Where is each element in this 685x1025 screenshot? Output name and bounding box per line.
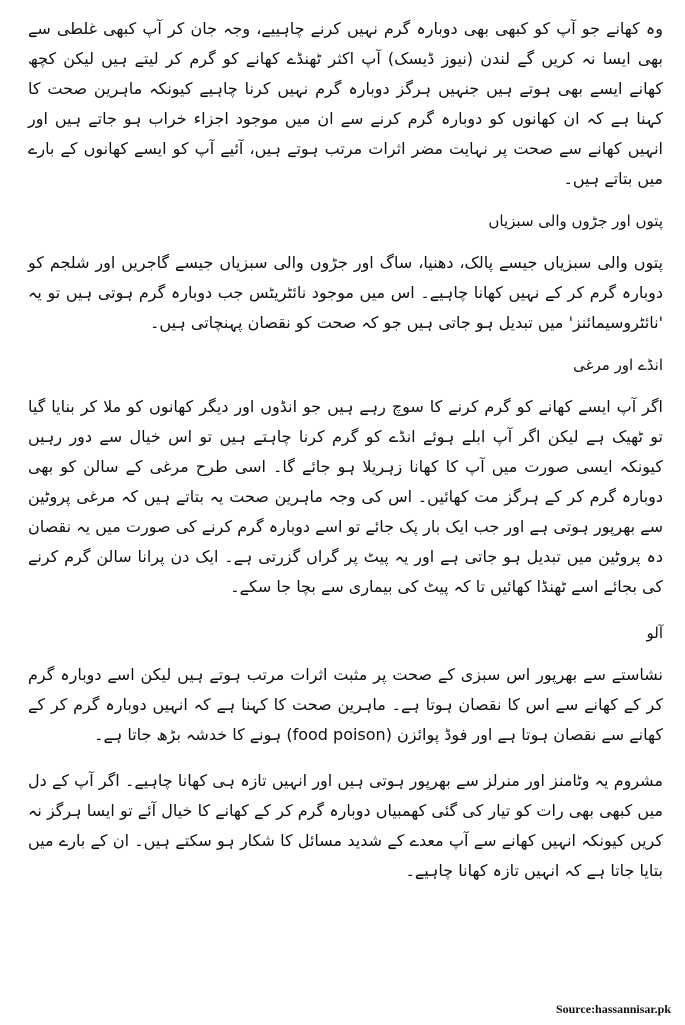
section-heading-eggs-chicken: انڈے اور مرغی <box>573 356 663 374</box>
intro-paragraph: وہ کھانے جو آپ کو کبھی بھی دوبارہ گرم نہیں کرنے چاہییے، وجہ جان کر آپ کبھی غلطی سے بھی ایسا نہ کریں گے لندن (نیوز ڈیسک) آپ اکثر ٹھنڈے کھانے کو گرم کر لیتے ہیں لیکن کچھ کھانے ایسے بھی ہوتے ہیں جنہیں ہرگز دوبارہ گرم نہیں کرنا چاہیے کیونکہ ماہرین صحت کا کہنا ہے کہ ان کھانوں کو دوبارہ گرم کرنے سے ان میں موجود اجزاء خراب ہو جاتے ہیں اور انہیں کھانے سے صحت پر نہایت مضر اثرات مرتب ہوتے ہیں، آئیے آپ کو ایسے کھانوں کے بارے میں بتاتے ہیں۔ <box>28 19 663 188</box>
section-body-mushrooms: مشروم یہ وٹامنز اور منرلز سے بھرپور ہوتی ہیں اور انہیں تازہ ہی کھانا چاہیے۔ اگر آپ کے دل میں کبھی بھی رات کو تیار کی گئی کھمبیاں دوبارہ گرم کر کے کھانے کا خیال آئے تو ایسا ہرگز نہ کریں کیونکہ انہیں کھانے سے آپ معدے کے شدید مسائل کا شکار ہو سکتے ہیں۔ ان کے بارے میں بتایا جاتا ہے کہ انہیں تازہ کھانا چاہیے۔ <box>28 771 663 880</box>
section-body-eggs-chicken: اگر آپ ایسے کھانے کو گرم کرنے کا سوچ رہے ہیں جو انڈوں اور دیگر کھانوں کو ملا کر بنایا گیا تو ٹھیک ہے لیکن اگر آپ ابلے ہوئے انڈے کو گرم کرنا چاہتے ہیں تو اس خیال سے دور رہیں کیونکہ ایسی صورت میں آپ کا کھانا زہریلا ہو جائے گا۔ اسی طرح مرغی کے سالن کو بھی دوبارہ گرم کر کے ہرگز مت کھائیں۔ اس کی وجہ ماہرین صحت یہ بتاتے ہیں کہ مرغی پروٹین سے بھرپور ہوتی ہے اور جب ایک بار پک جائے تو اسے دوبارہ گرم کرنے کی صورت میں یہ نقصان دہ پروٹین میں تبدیل ہو جاتی ہے اور یہ پیٹ پر گراں گزرتی ہے۔ ایک دن پرانا سالن گرم کرنے کی بجائے اسے ٹھنڈا کھائیں تا کہ پیٹ کی بیماری سے بچا جا سکے۔ <box>28 397 663 596</box>
section-heading-leafy-root-vegetables: پتوں اور جڑوں والی سبزیاں <box>488 212 663 230</box>
section-heading-potato: آلو <box>646 624 663 642</box>
source-credit: Source:hassannisar.pk <box>555 1002 671 1016</box>
section-body-leafy-root-vegetables: پتوں والی سبزیاں جیسے پالک، دھنیا، ساگ اور جڑوں والی سبزیاں جیسے گاجریں اور شلجم کو دوبارہ گرم کر کے نہیں کھانا چاہیے۔ اس میں موجود نائٹریٹس جب دوبارہ گرم ہوتی ہیں تو یہ 'نائٹروسیمائنز' میں تبدیل ہو جاتی ہیں جو کہ صحت کو نقصان پہنچاتی ہیں۔ <box>28 253 663 332</box>
section-body-potato: نشاستے سے بھرپور اس سبزی کے صحت پر مثبت اثرات مرتب ہوتے ہیں لیکن اسے دوبارہ گرم کر کے کھانے سے اس کا نقصان ہوتا ہے۔ ماہرین صحت کا کہنا ہے کہ انہیں دوبارہ گرم کر کے کھانے سے نقصان ہوتا ہے اور فوڈ پوائزن (food poison) ہونے کا خدشہ بڑھ جاتا ہے۔ <box>28 665 663 744</box>
